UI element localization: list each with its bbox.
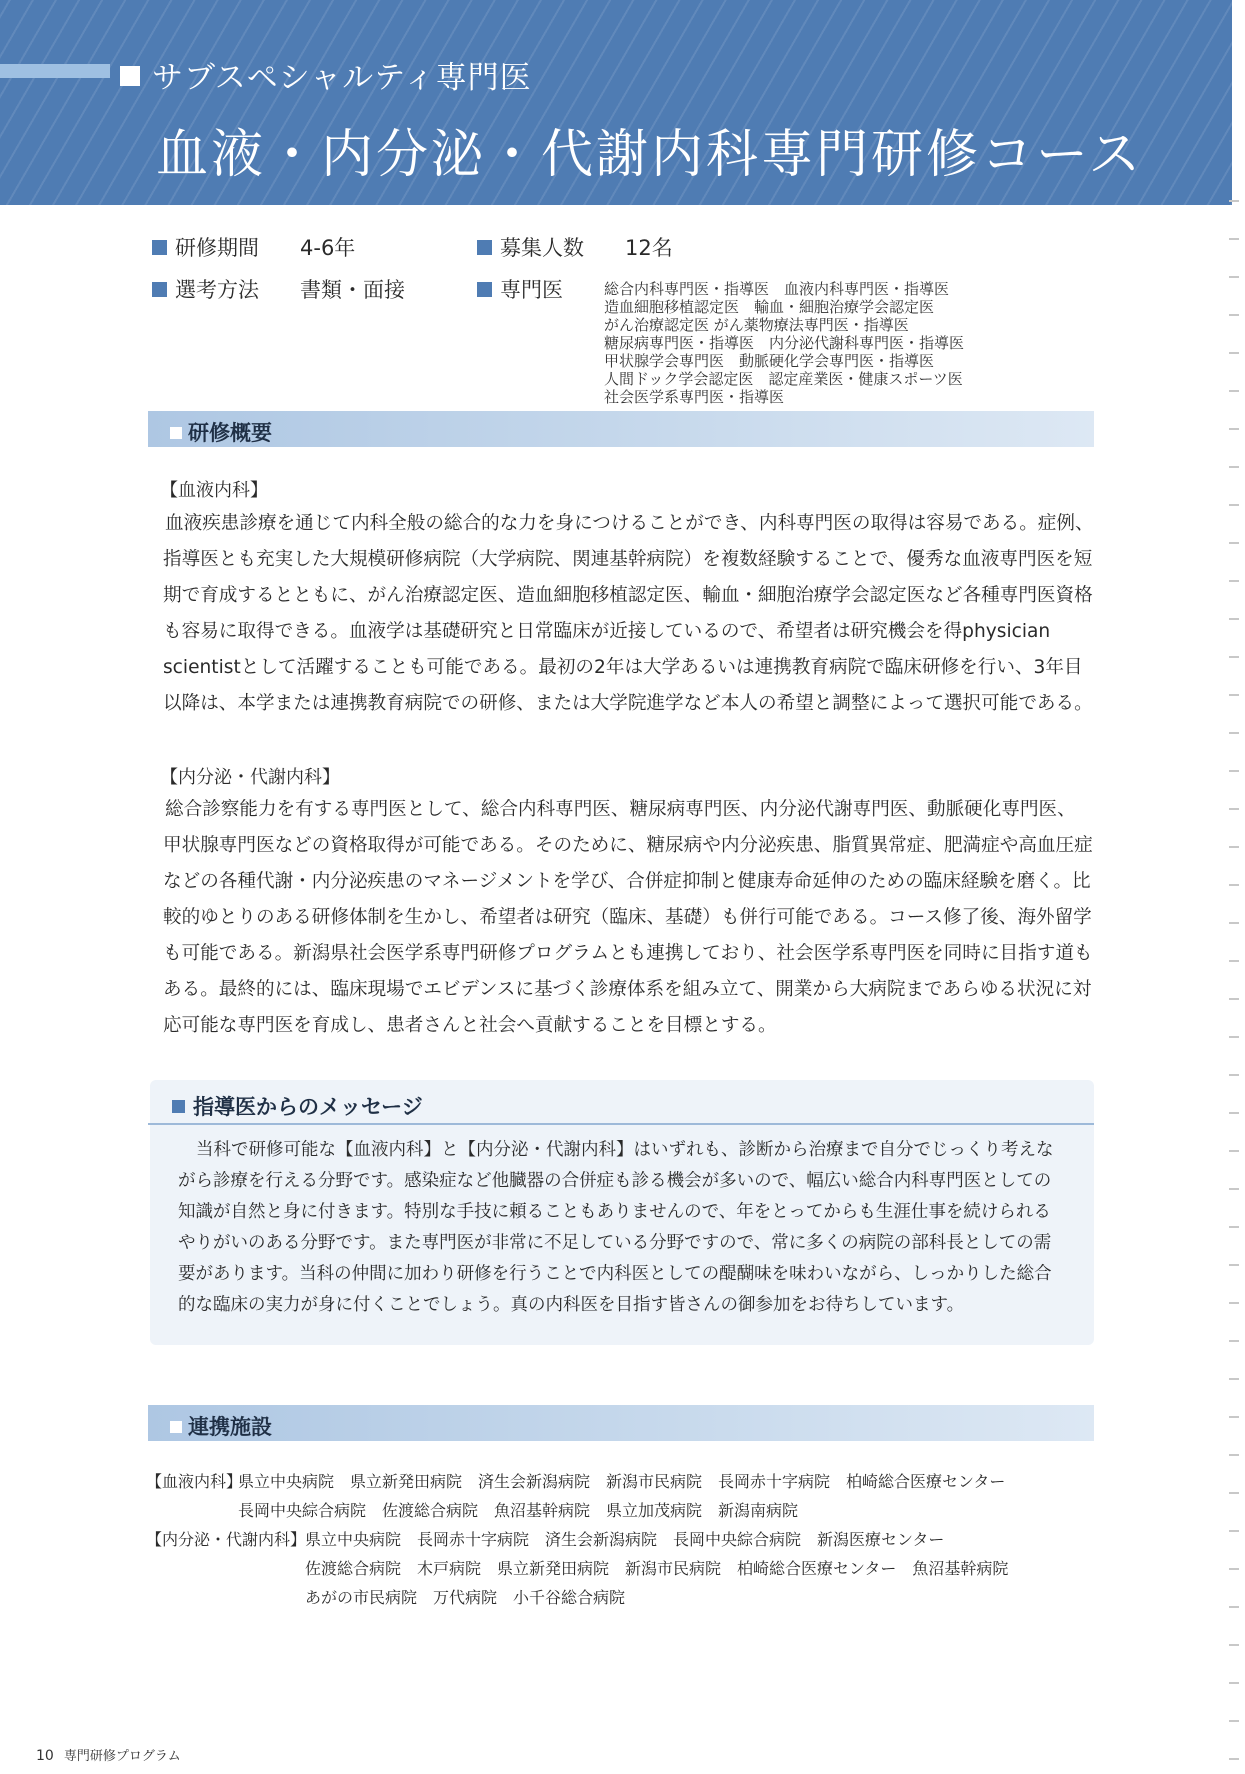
specialist-item: がん治療認定医 がん薬物療法専門医・指導医 — [604, 316, 909, 334]
specialist-item: 甲状腺学会専門医 動脈硬化学会専門医・指導医 — [604, 352, 935, 370]
program-name: 専門研修プログラム — [63, 1749, 181, 1764]
header-accent-bar — [0, 64, 110, 78]
paragraph-line: 以降は、本学または連携教育病院での研修、または大学院進学など本人の希望と調整によって選択可能である。 — [163, 693, 1093, 714]
paragraph-line: も容易に取得できる。血液学は基礎研究と日常臨床が近接しているので、希望者は研究機会を得physician — [163, 621, 1051, 642]
capacity-value: 12名 — [625, 236, 673, 260]
capacity-label: 募集人数 — [477, 232, 584, 262]
message-line: 知識が自然と身に付きます。特別な手技に頼ることもありませんので、年をとってからも生涯仕事を続けられる — [178, 1202, 1051, 1222]
square-bullet-icon — [170, 427, 182, 439]
selection-value: 書類・面接 — [300, 278, 405, 302]
page-number: 10 — [36, 1748, 54, 1764]
specialist-item: 社会医学系専門医・指導医 — [604, 388, 785, 406]
binding-holes — [1229, 200, 1239, 1760]
overview-section-bar — [148, 411, 1094, 447]
page-title: 血液・内分泌・代謝内科専門研修コース — [156, 125, 1144, 185]
specialist-item: 総合内科専門医・指導医 血液内科専門医・指導医 — [604, 280, 950, 298]
page-footer — [36, 1745, 181, 1764]
message-divider — [148, 1123, 1094, 1125]
paragraph-line: 期で育成するとともに、がん治療認定医、造血細胞移植認定医、輸血・細胞治療学会認定医など各種専門医資格 — [163, 585, 1093, 606]
facility-line: あがの市民病院 万代病院 小千谷総合病院 — [305, 1588, 626, 1607]
period-value: 4-6年 — [300, 236, 356, 260]
square-bullet-icon — [120, 66, 140, 86]
specialist-label: 専門医 — [477, 274, 563, 304]
facilities-section-bar — [148, 1405, 1094, 1441]
square-bullet-icon — [477, 282, 492, 297]
endocrine-label: 【内分泌・代謝内科】 — [160, 767, 340, 788]
facility-line: 県立中央病院 県立新発田病院 済生会新潟病院 新潟市民病院 長岡赤十字病院 柏崎総合医療センター — [238, 1472, 1006, 1491]
endocrine-paragraph — [163, 792, 1098, 1044]
hematology-label: 【血液内科】 — [160, 480, 268, 501]
specialist-item: 糖尿病専門医・指導医 内分泌代謝科専門医・指導医 — [604, 334, 965, 352]
message-line: 的な臨床の実力が身に付くことでしょう。真の内科医を目指す皆さんの御参加をお待ちしています。 — [178, 1295, 965, 1315]
paragraph-line: 較的ゆとりのある研修体制を生かし、希望者は研究（臨床、基礎）も併行可能である。コース修了後、海外留学 — [163, 907, 1092, 928]
specialist-list — [604, 280, 964, 406]
paragraph-line: 指導医とも充実した大規模研修病院（大学病院、関連基幹病院）を複数経験することで、優秀な血液専門医を短 — [163, 549, 1093, 570]
facility-line: 県立中央病院 長岡赤十字病院 済生会新潟病院 長岡中央綜合病院 新潟医療センター — [305, 1530, 945, 1549]
facility-endocrine-label: 【内分泌・代謝内科】 — [146, 1530, 307, 1549]
facility-line: 佐渡総合病院 木戸病院 県立新発田病院 新潟市民病院 柏崎総合医療センター 魚沼基幹病院 — [305, 1559, 1009, 1578]
message-paragraph — [178, 1135, 1078, 1321]
message-line: 要があります。当科の仲間に加わり研修を行うことで内科医としての醍醐味を味わいながら、しっかりした総合 — [178, 1264, 1052, 1284]
specialist-item: 造血細胞移植認定医 輸血・細胞治療学会認定医 — [604, 298, 935, 316]
paragraph-line: 応可能な専門医を育成し、患者さんと社会へ貢献することを目標とする。 — [163, 1015, 777, 1036]
header-subtitle — [120, 52, 532, 97]
square-bullet-icon — [170, 1421, 182, 1433]
message-heading: 指導医からのメッセージ — [172, 1091, 423, 1121]
header-banner — [0, 0, 1232, 205]
square-bullet-icon — [152, 240, 167, 255]
square-bullet-icon — [152, 282, 167, 297]
paragraph-line: 甲状腺専門医などの資格取得が可能である。そのために、糖尿病や内分泌疾患、脂質異常症、肥満症や高血圧症 — [163, 835, 1093, 856]
period-label: 研修期間 — [152, 232, 259, 262]
paragraph-line: ある。最終的には、臨床現場でエビデンスに基づく診療体系を組み立て、開業から大病院まであらゆる状況に対 — [163, 979, 1092, 1000]
paragraph-line: scientistとして活躍することも可能である。最初の2年は大学あるいは連携教育病院で臨床研修を行い、3年目 — [163, 657, 1083, 678]
specialist-item: 人間ドック学会認定医 認定産業医・健康スポーツ医 — [604, 370, 963, 388]
square-bullet-icon — [172, 1100, 185, 1113]
square-bullet-icon — [477, 240, 492, 255]
facility-line: 長岡中央綜合病院 佐渡総合病院 魚沼基幹病院 県立加茂病院 新潟南病院 — [238, 1501, 799, 1520]
facilities-heading: 連携施設 — [170, 1411, 272, 1441]
facility-hematology-label: 【血液内科】 — [146, 1472, 243, 1491]
message-line: 当科で研修可能な【血液内科】と【内分泌・代謝内科】はいずれも、診断から治療まで自分でじっくり考えな — [196, 1140, 1054, 1160]
paragraph-line: も可能である。新潟県社会医学系専門研修プログラムとも連携しており、社会医学系専門医を同時に目指す道も — [163, 943, 1093, 964]
message-line: がら診療を行える分野です。感染症など他臓器の合併症も診る機会が多いので、幅広い総合内科専門医としての — [178, 1171, 1052, 1191]
paragraph-line: 血液疾患診療を通じて内科全般の総合的な力を身につけることができ、内科専門医の取得は容易である。症例、 — [165, 513, 1094, 534]
overview-heading: 研修概要 — [170, 417, 272, 447]
subtitle-text: サブスペシャルティ専門医 — [152, 60, 532, 96]
paragraph-line: 総合診察能力を有する専門医として、総合内科専門医、糖尿病専門医、内分泌代謝専門医、動脈硬化専門医、 — [165, 799, 1076, 820]
message-line: やりがいのある分野です。また専門医が非常に不足している分野ですので、常に多くの病院の部科長としての需 — [178, 1233, 1052, 1253]
paragraph-line: などの各種代謝・内分泌疾患のマネージメントを学び、合併症抑制と健康寿命延伸のための臨床経験を磨く。比 — [163, 871, 1091, 892]
selection-label: 選考方法 — [152, 274, 259, 304]
hematology-paragraph — [163, 506, 1098, 722]
